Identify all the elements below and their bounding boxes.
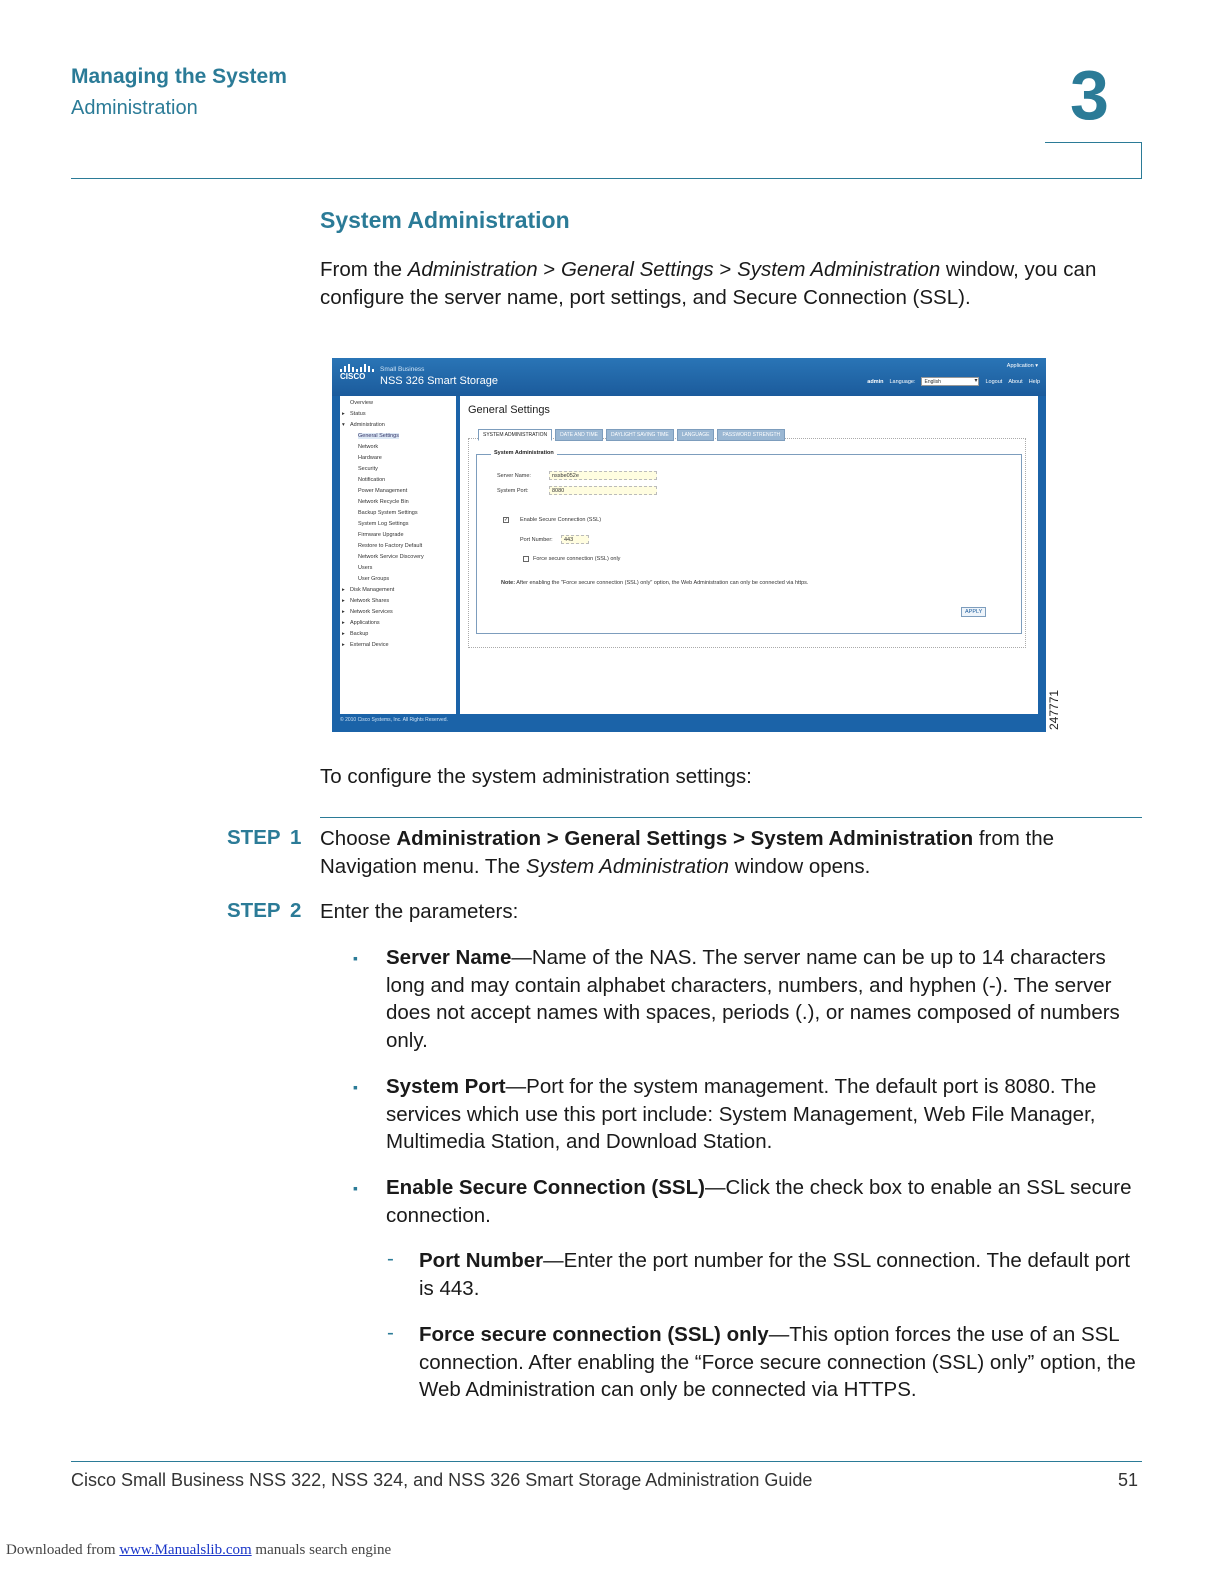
nav-item[interactable] xyxy=(342,422,385,428)
nav-item-label: Network Recycle Bin xyxy=(358,499,409,505)
nav-item[interactable] xyxy=(342,609,393,615)
nav-item[interactable] xyxy=(358,477,385,483)
nav-item[interactable] xyxy=(358,444,378,450)
server-name-label: Server Name: xyxy=(497,473,531,479)
nav-item-label: Firmware Upgrade xyxy=(358,532,404,538)
nav-item-label: Power Management xyxy=(358,488,408,494)
nav-item-label: General Settings xyxy=(358,433,399,439)
text-run: > xyxy=(537,258,561,281)
bullet-desc: —Click the check box to enable an SSL secure connection. xyxy=(386,1176,1132,1227)
manualslib-link[interactable]: www.Manualslib.com xyxy=(119,1542,252,1558)
check-icon: ✓ xyxy=(504,517,509,523)
fieldset-title: System Administration xyxy=(491,450,557,456)
header-rule xyxy=(71,178,1142,179)
apply-button[interactable]: APPLY xyxy=(961,607,986,617)
nav-item[interactable] xyxy=(342,642,389,648)
subbullet-desc: —This option forces the use of an SSL connection. After enabling the “Force secure connection (SSL) only” option, the Web Administration can only be connected via HTTPS. xyxy=(419,1323,1136,1401)
help-link[interactable]: Help xyxy=(1028,378,1040,385)
nav-item-label: Disk Management xyxy=(350,587,395,593)
nav-arrow-icon: ▸ xyxy=(342,620,345,626)
system-port-input[interactable]: 8080 xyxy=(549,486,657,495)
nav-item-label: Backup System Settings xyxy=(358,510,418,516)
chapter-number: 3 xyxy=(1070,56,1109,134)
nav-item[interactable] xyxy=(342,631,368,637)
nav-item[interactable] xyxy=(342,400,373,406)
config-intro: To configure the system administration settings: xyxy=(320,765,752,788)
nav-item-label: Restore to Factory Default xyxy=(358,543,423,549)
nav-item[interactable] xyxy=(342,587,394,593)
text-run: > xyxy=(713,258,738,281)
nav-item-label: Backup xyxy=(350,631,369,637)
note-label: Note: xyxy=(501,580,516,586)
step-2-text xyxy=(320,898,1130,926)
subbullet-desc: —Enter the port number for the SSL connection. The default port is 443. xyxy=(419,1249,1131,1300)
text-run: System Administration xyxy=(525,854,730,878)
subbullet-port-number xyxy=(419,1247,1142,1302)
port-number-input[interactable]: 443 xyxy=(561,535,589,544)
subbullet-force-ssl xyxy=(419,1321,1142,1404)
nav-item[interactable] xyxy=(358,521,408,527)
section-title: System Administration xyxy=(320,207,570,233)
nav-arrow-icon: ▸ xyxy=(342,609,345,615)
text-run: window opens. xyxy=(729,854,871,878)
cisco-logo xyxy=(340,364,374,381)
nav-item-label: Applications xyxy=(350,620,380,626)
user-name: admin xyxy=(867,378,884,385)
download-suffix: manuals search engine xyxy=(251,1542,392,1558)
bullet-term: Enable Secure Connection (SSL) xyxy=(386,1176,705,1199)
nav-item[interactable] xyxy=(358,576,389,582)
force-ssl-checkbox[interactable] xyxy=(523,556,529,562)
text-run: Choose xyxy=(320,827,397,850)
step-1-number: 1 xyxy=(290,826,302,849)
top-links xyxy=(867,377,1040,386)
subbullet-term: Port Number xyxy=(419,1249,544,1272)
application-menu[interactable]: Application ▾ xyxy=(1006,363,1038,369)
nav-item[interactable] xyxy=(342,598,389,604)
step-2-number: 2 xyxy=(290,899,302,922)
nav-item-label: Notification xyxy=(358,477,386,483)
bullet-icon: ▪ xyxy=(353,1079,358,1095)
step-1-text xyxy=(320,825,1130,880)
chapter-box xyxy=(1045,142,1142,179)
note xyxy=(501,580,808,586)
bullet-term: Server Name xyxy=(386,946,512,969)
force-ssl-label: Force secure connection (SSL) only xyxy=(533,556,621,562)
text-run: from the Navigation menu. The xyxy=(320,827,1055,878)
bullet-system-port xyxy=(386,1073,1142,1156)
text-run: Administration xyxy=(407,258,538,281)
nav-item[interactable] xyxy=(342,411,366,417)
screenshot-copyright: © 2010 Cisco Systems, Inc. All Rights Reserved. xyxy=(340,717,448,723)
dash-icon: - xyxy=(387,1321,394,1344)
nav-item[interactable] xyxy=(358,499,409,505)
step-rule xyxy=(320,817,1142,818)
settings-tab[interactable]: PASSWORD STRENGTH xyxy=(717,429,785,441)
nav-item-label: Overview xyxy=(350,400,373,406)
step-1-label: STEP xyxy=(227,826,281,849)
bullet-desc: —Port for the system management. The default port is 8080. The services which use this port include: System Management, Web File Manager, Multimedia Station, and Download Station. xyxy=(386,1075,1097,1153)
nav-item-label: Network xyxy=(358,444,379,450)
note-text: After enabling the "Force secure connection (SSL) only" option, the Web Administration can only be connected via https. xyxy=(516,580,809,586)
nav-item-label: Security xyxy=(358,466,378,472)
nav-item[interactable] xyxy=(358,554,424,560)
nav-item[interactable] xyxy=(358,488,407,494)
nav-item[interactable] xyxy=(358,543,422,549)
step-2-label: STEP xyxy=(227,899,281,922)
ssl-label: Enable Secure Connection (SSL) xyxy=(520,517,602,523)
download-prefix: Downloaded from xyxy=(6,1542,120,1558)
product-name: NSS 326 Smart Storage xyxy=(380,375,499,387)
language-label: Language: xyxy=(889,378,916,385)
bullet-icon: ▪ xyxy=(353,950,358,966)
page-number: 51 xyxy=(1118,1470,1139,1490)
dash-icon: - xyxy=(387,1247,394,1270)
nav-arrow-icon: ▾ xyxy=(342,422,345,428)
nav-arrow-icon: ▸ xyxy=(342,587,345,593)
footer-rule xyxy=(71,1461,1142,1462)
about-link[interactable]: About xyxy=(1008,378,1023,385)
subbullet-term: Force secure connection (SSL) only xyxy=(419,1323,769,1346)
nav-item-label: Status xyxy=(350,411,366,417)
settings-tab[interactable]: LANGUAGE xyxy=(677,429,715,441)
nav-item-label: Network Shares xyxy=(350,598,390,604)
settings-tab[interactable]: DAYLIGHT SAVING TIME xyxy=(606,429,674,441)
nav-arrow-icon: ▸ xyxy=(342,631,345,637)
chapter-title: Managing the System xyxy=(71,65,287,88)
logout-link[interactable]: Logout xyxy=(985,378,1003,385)
nav-item[interactable] xyxy=(358,565,372,571)
nav-item[interactable] xyxy=(358,433,399,439)
nav-item[interactable] xyxy=(358,466,378,472)
nav-item[interactable] xyxy=(358,455,382,461)
ssl-checkbox[interactable] xyxy=(503,517,509,523)
chapter-subtitle: Administration xyxy=(71,97,198,119)
bullet-term: System Port xyxy=(386,1075,506,1098)
nav-item[interactable] xyxy=(358,532,404,538)
system-administration-fieldset xyxy=(476,450,1022,634)
download-note xyxy=(6,1542,391,1559)
general-settings-title: General Settings xyxy=(468,404,550,416)
server-name-input[interactable]: nssbe052e xyxy=(549,471,657,480)
bullet-icon: ▪ xyxy=(353,1180,358,1196)
nav-item-label: User Groups xyxy=(358,576,390,582)
nav-item-label: Administration xyxy=(350,422,385,428)
cisco-wordmark: CISCO xyxy=(340,372,366,381)
nav-arrow-icon: ▸ xyxy=(342,411,345,417)
text-run: General Settings xyxy=(560,258,714,281)
ui-screenshot xyxy=(332,358,1046,732)
intro-paragraph xyxy=(320,256,1130,311)
settings-panel xyxy=(468,438,1026,648)
bullet-enable-ssl xyxy=(386,1174,1142,1229)
text-run: Administration > General Settings > System Administration xyxy=(396,827,974,850)
text-run: Enter the parameters: xyxy=(320,900,519,923)
navigation-menu xyxy=(340,396,458,714)
nav-item-label: Network Services xyxy=(350,609,393,615)
text-run: System Administration xyxy=(737,258,941,281)
nav-item[interactable] xyxy=(358,510,418,516)
system-port-label: System Port: xyxy=(497,488,529,494)
nav-item-label: System Log Settings xyxy=(358,521,409,527)
figure-id: 247771 xyxy=(1047,689,1061,730)
language-select[interactable]: English ▾ xyxy=(921,377,979,386)
nav-item-label: Hardware xyxy=(358,455,382,461)
text-run: window, you can configure the server name, port settings, and Secure Connection (SSL). xyxy=(320,258,1097,309)
screenshot-header xyxy=(332,358,1046,396)
nav-item-label: Users xyxy=(358,565,373,571)
nav-arrow-icon: ▸ xyxy=(342,642,345,648)
settings-tab[interactable]: SYSTEM ADMINISTRATION xyxy=(478,429,552,441)
main-panel xyxy=(460,396,1038,714)
footer-title: Cisco Small Business NSS 322, NSS 324, and NSS 326 Smart Storage Administration Guide xyxy=(71,1470,813,1490)
nav-arrow-icon: ▸ xyxy=(342,598,345,604)
bullet-server-name xyxy=(386,944,1142,1054)
bullet-desc: —Name of the NAS. The server name can be up to 14 characters long and may contain alphabet characters, numbers, and hyphen (-). The server does not accept names with spaces, periods (.), or names composed of numbers only. xyxy=(386,946,1120,1052)
nav-item[interactable] xyxy=(342,620,380,626)
nav-item-label: External Device xyxy=(350,642,389,648)
brand-small: Small Business xyxy=(380,366,425,373)
port-number-label: Port Number: xyxy=(520,537,553,543)
cisco-bars-icon xyxy=(340,364,374,372)
nav-item-label: Network Service Discovery xyxy=(358,554,424,560)
text-run: From the xyxy=(320,258,408,281)
settings-tabs xyxy=(478,429,785,441)
settings-tab[interactable]: DATE AND TIME xyxy=(555,429,603,441)
